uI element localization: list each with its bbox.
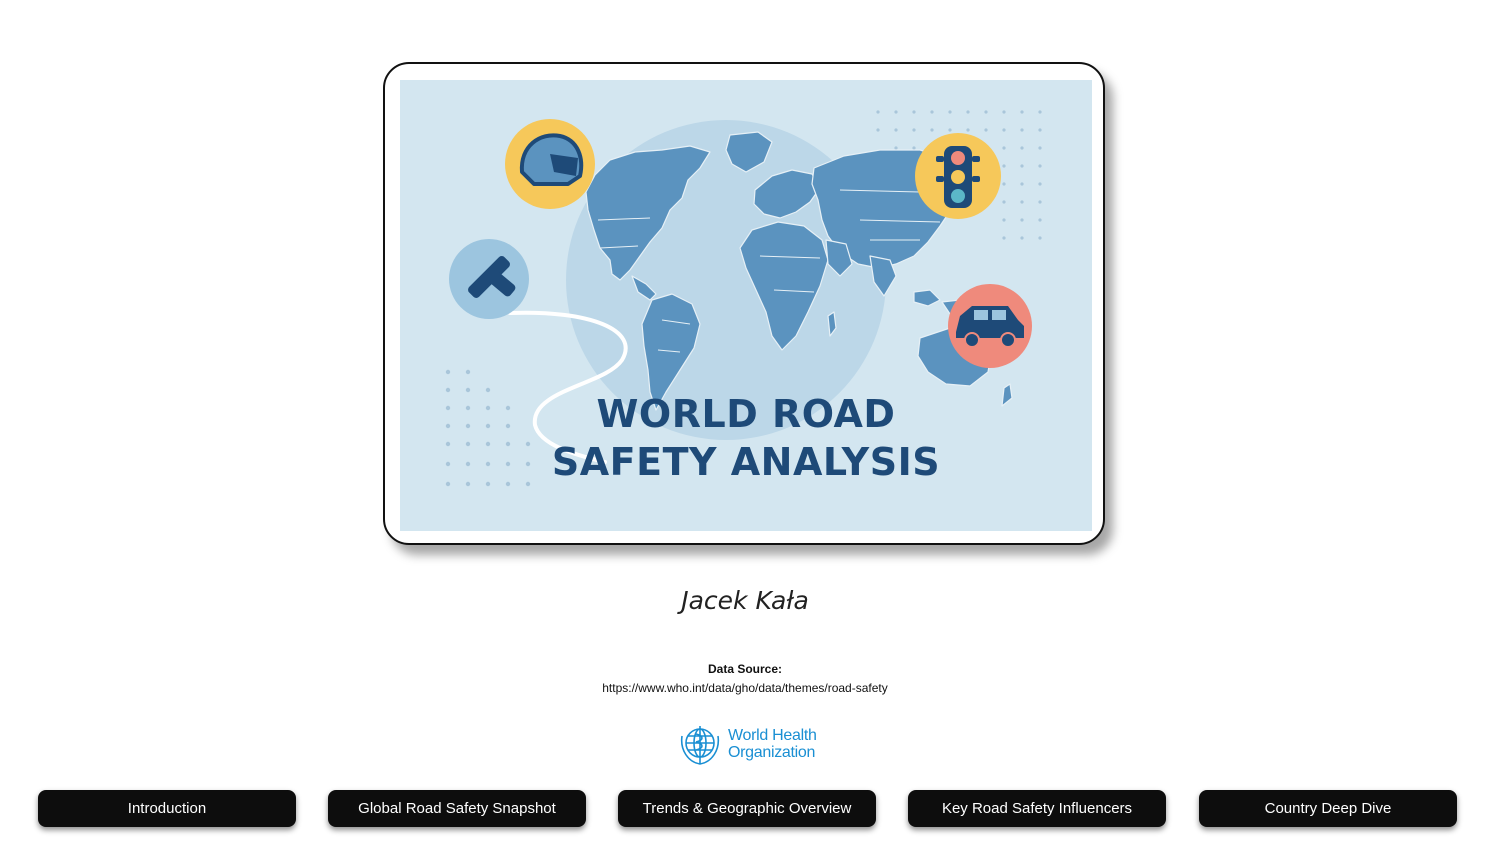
who-wordmark-line-2: Organization [728, 744, 816, 761]
hero-title-line-2: SAFETY ANALYSIS [551, 440, 941, 484]
nav-button-trends-geographic[interactable]: Trends & Geographic Overview [618, 790, 876, 827]
who-emblem-icon [676, 720, 724, 768]
who-logo [676, 720, 826, 768]
author-name: Jacek Kała [681, 586, 809, 615]
nav-button-key-influencers[interactable]: Key Road Safety Influencers [908, 790, 1166, 827]
data-source-label: Data Source: [707, 662, 783, 676]
traffic-light-icon [915, 133, 1001, 219]
seatbelt-icon [449, 239, 529, 319]
who-wordmark-line-1: World Health [728, 727, 817, 744]
car-icon [948, 284, 1032, 368]
hero-illustration [400, 80, 1092, 531]
hero-title-line-1: WORLD ROAD [596, 392, 896, 436]
nav-button-introduction[interactable]: Introduction [38, 790, 296, 827]
who-wordmark [728, 727, 817, 761]
helmet-icon [505, 119, 595, 209]
hero-card [383, 62, 1105, 545]
nav-button-global-snapshot[interactable]: Global Road Safety Snapshot [328, 790, 586, 827]
nav-button-country-deep-dive[interactable]: Country Deep Dive [1199, 790, 1457, 827]
data-source-url[interactable]: https://www.who.int/data/gho/data/themes/road-safety [602, 681, 888, 695]
